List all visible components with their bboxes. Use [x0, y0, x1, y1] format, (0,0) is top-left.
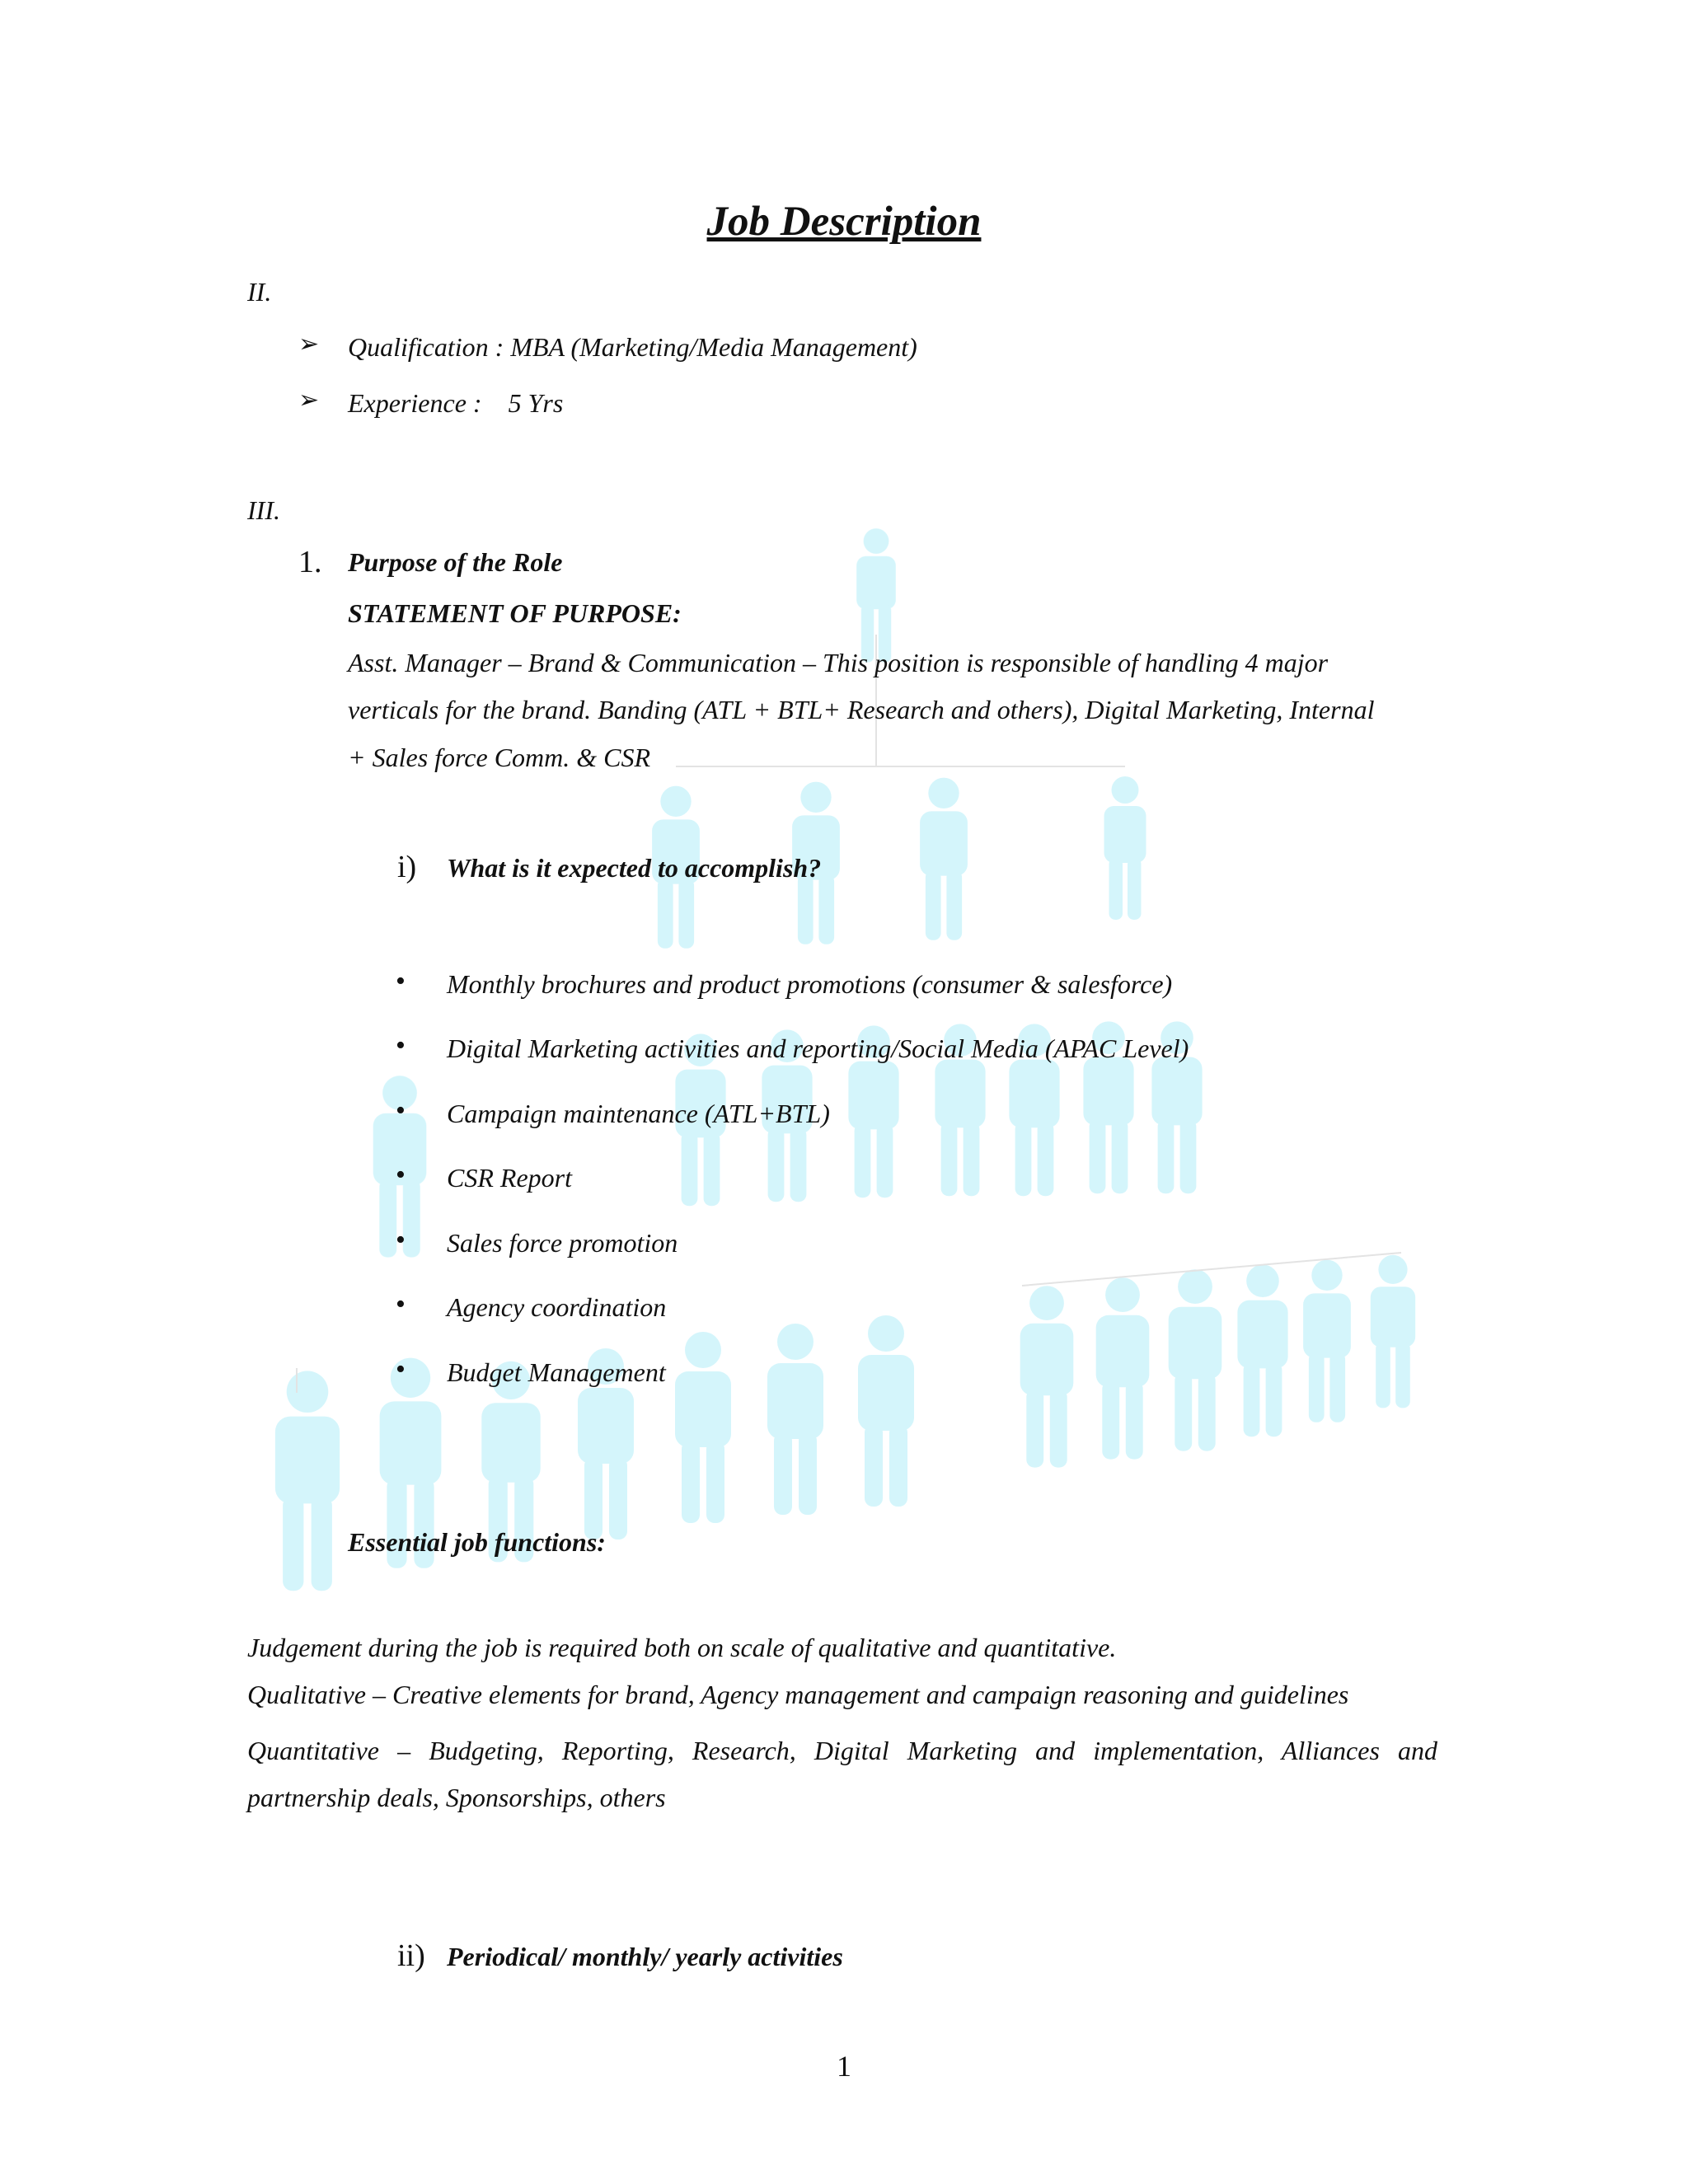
periodical-number: ii): [397, 1938, 425, 1973]
qualification-item: [348, 332, 917, 363]
bullet-dot: •: [396, 1289, 406, 1319]
list-item: Budget Management: [447, 1357, 666, 1387]
bullet-dot: •: [396, 1354, 406, 1385]
section-number-ii: II.: [247, 277, 272, 307]
essential-heading: Essential job functions:: [348, 1527, 606, 1557]
page-number: 1: [837, 2050, 851, 2083]
list-item: Agency coordination: [447, 1292, 667, 1322]
bullet-dot: •: [396, 1225, 406, 1255]
statement-line: Asst. Manager – Brand & Communication – This position is responsible of handling 4 major: [348, 648, 1329, 677]
bullet-dot: •: [396, 1160, 406, 1190]
experience-label: Experience: [348, 388, 467, 418]
periodical-heading: Periodical/ monthly/ yearly activities: [447, 1942, 843, 1971]
qualification-separator: :: [488, 332, 511, 362]
statement-line: verticals for the brand. Banding (ATL + BTL+ Research and others), Digital Marketing, Internal: [348, 695, 1375, 724]
statement-heading: STATEMENT OF PURPOSE:: [348, 598, 682, 628]
section-number-iii: III.: [247, 495, 280, 525]
list-item: Digital Marketing activities and reporting/Social Media (APAC Level): [447, 1033, 1189, 1063]
bullet-dot: •: [396, 966, 406, 996]
expected-number: i): [397, 850, 417, 884]
list-item: Sales force promotion: [447, 1228, 678, 1258]
bullet-dot: •: [396, 1095, 406, 1126]
purpose-heading: Purpose of the Role: [348, 547, 563, 577]
essential-line: Judgement during the job is required both on scale of qualitative and quantitative.: [247, 1633, 1117, 1662]
expected-heading: What is it expected to accomplish?: [447, 853, 822, 883]
qualification-label: Qualification: [348, 332, 489, 362]
experience-item: [348, 388, 563, 419]
list-item: CSR Report: [447, 1163, 572, 1193]
bullet-dot: •: [396, 1030, 406, 1061]
arrow-bullet-icon: ➢: [298, 387, 320, 414]
experience-value: 5 Yrs: [508, 388, 564, 418]
qualification-value: MBA (Marketing/Media Management): [510, 332, 917, 362]
statement-line: + Sales force Comm. & CSR: [348, 743, 651, 772]
list-item: Monthly brochures and product promotions (consumer & salesforce): [447, 969, 1173, 999]
arrow-bullet-icon: ➢: [298, 330, 320, 358]
purpose-number: 1.: [298, 545, 322, 579]
quantitative-paragraph: Quantitative – Budgeting, Reporting, Research, Digital Marketing and implementation, Alliances and partnership deals, Sponsorships, others: [247, 1736, 1437, 1812]
list-item: Campaign maintenance (ATL+BTL): [447, 1099, 830, 1128]
experience-separator: :: [466, 388, 509, 418]
essential-line: Qualitative – Creative elements for brand, Agency management and campaign reasoning and guidelines: [247, 1680, 1349, 1709]
page-title: Job Description: [706, 199, 982, 245]
